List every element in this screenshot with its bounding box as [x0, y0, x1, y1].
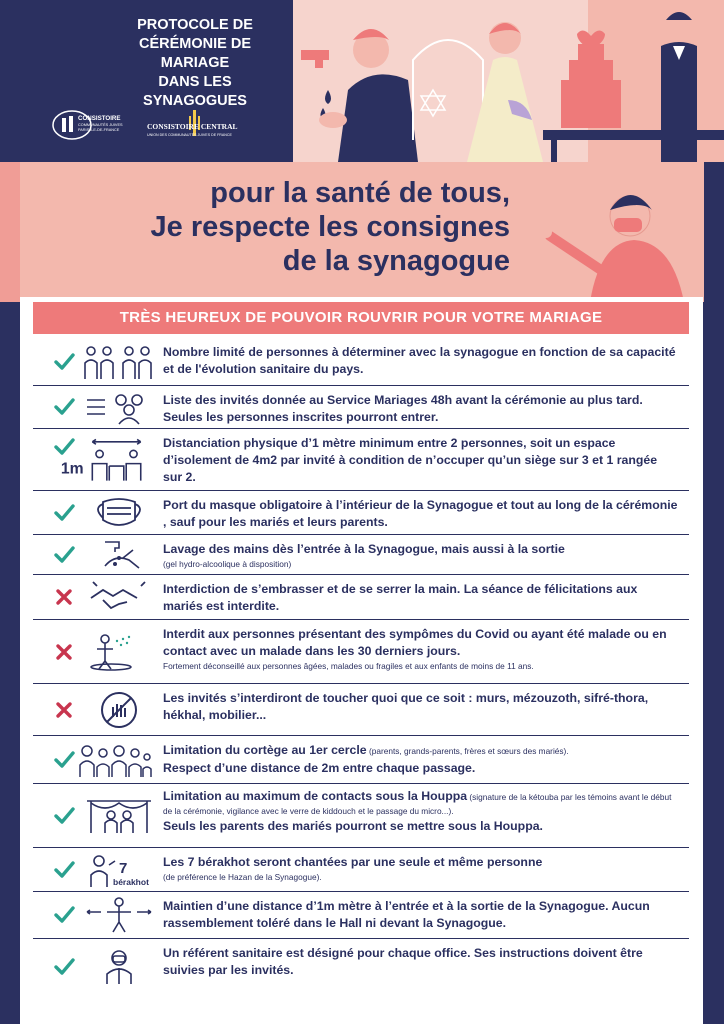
rules-banner: TRÈS HEUREUX DE POUVOIR ROUVRIR POUR VOTRE MARIAGE	[33, 302, 689, 334]
rule-text: Maintien d’une distance d’1m mètre à l’entrée et à la sortie de la Synagogue. Aucun rassemblement toléré dans le Hall ni devant la Synagogue.	[163, 899, 650, 930]
rule-text: Les invités s’interdiront de toucher quoi que ce soit : murs, mézouzoth, sifré-thora, hékhal, mobilier...	[163, 691, 649, 722]
check-icon	[53, 351, 75, 373]
rule-row	[33, 338, 689, 386]
rule-main-text: Les 7 bérakhot seront chantées par une seule et même personne	[163, 855, 543, 869]
title-line-1: PROTOCOLE DE	[137, 17, 253, 33]
rule-note: (signature de la kétouba par les témoins avant le début de la cérémonie, vigilance avec le verre de kiddouch et le passage du micro...).	[163, 792, 672, 816]
rule-row	[33, 575, 689, 620]
rule-note: (parents, grands-parents, frères et sœurs des mariés).	[366, 746, 569, 756]
rules-list	[33, 338, 689, 995]
handshake-icon	[83, 578, 155, 616]
rule-text	[163, 854, 679, 883]
rule-row	[33, 784, 689, 848]
rule-row	[33, 848, 689, 892]
rule-note: (de préférence le Hazan de la Synagogue).	[163, 872, 322, 882]
right-border	[704, 162, 724, 1024]
family-icon	[73, 741, 157, 779]
rule-row	[33, 684, 689, 736]
singer-icon	[83, 851, 155, 889]
cross-icon	[53, 586, 75, 608]
berakhot-label: bérakhot	[113, 876, 149, 887]
rule-text	[163, 626, 679, 672]
face-mask-icon	[83, 494, 155, 532]
cross-icon	[53, 641, 75, 663]
rule-text: Un référent sanitaire est désigné pour chaque office. Ses instructions doivent être suivies par les invités.	[163, 946, 643, 977]
header-block	[0, 0, 293, 162]
rule-row	[33, 892, 689, 939]
rule-text: Liste des invités donnée au Service Mariages 48h avant la cérémonie au plus tard. Seules les personnes inscrites pourront entrer.	[163, 393, 643, 424]
rule-row	[33, 491, 689, 535]
poster-title	[105, 16, 285, 111]
rule-row	[33, 939, 689, 995]
logo2-sub: UNION DES COMMUNAUTÉS JUIVES DE FRANCE	[147, 133, 232, 137]
distance-1m-icon	[49, 437, 155, 483]
group-of-people-icon	[83, 343, 155, 381]
check-icon	[53, 749, 75, 771]
rule-text: Distanciation physique d’1 mètre minimum entre 2 personnes, soit un espace d’isolement de 4m2 par invité à condition de n’occuper qu’un siège sur 3 et 1 rangée sur 2.	[163, 436, 658, 484]
title-line-3: DANS LES SYNAGOGUES	[143, 74, 247, 109]
logo2-name: CONSISTOIRE CENTRAL	[147, 122, 238, 131]
rule-text: Interdiction de s’embrasser et de se serrer la main. La séance de félicitations aux mariés est interdite.	[163, 582, 638, 613]
slogan-line-1: pour la santé de tous,	[210, 177, 510, 209]
check-icon	[53, 904, 75, 926]
health-referent-icon	[83, 948, 155, 986]
no-touch-icon	[83, 691, 155, 729]
band-left-strip	[0, 162, 20, 302]
cross-icon	[53, 699, 75, 721]
entrance-distance-icon	[83, 896, 155, 934]
check-icon	[53, 502, 75, 524]
logo1-region: PARIS ILE-DE-FRANCE	[78, 128, 120, 132]
rule-main-text: Limitation du cortège au 1er cercle	[163, 743, 367, 757]
logo1-sub: COMMUNAUTÉS JUIVES	[78, 123, 123, 127]
rule-main-text: Interdit aux personnes présentant des sympômes du Covid ou ayant été malade ou en contact avec un malade dans les 30 derniers jours.	[163, 627, 667, 658]
rule-main-text-2: Seuls les parents des mariés pourront se mettre sous la Houppa.	[163, 819, 543, 833]
consistoire-paris-logo	[52, 108, 138, 142]
woman-masked-illustration	[530, 176, 704, 302]
distance-label: 1m	[60, 459, 84, 477]
hand-wash-icon	[83, 536, 155, 574]
rule-text: Nombre limité de personnes à déterminer avec la synagogue en fonction de sa capacité et de l'évolution sanitaire du pays.	[163, 345, 676, 376]
rule-row	[33, 736, 689, 784]
slogan-line-2: Je respecte les consignes	[150, 211, 510, 243]
title-line-2: CÉRÉMONIE DE MARIAGE	[139, 36, 251, 71]
rule-main-text: Lavage des mains dès l’entrée à la Synagogue, mais aussi à la sortie	[163, 542, 565, 556]
rule-text	[163, 541, 679, 570]
rule-note: Fortement déconseillé aux personnes âgées, malades ou fragiles et aux enfants de moins de 11 ans.	[163, 661, 534, 671]
rule-text: Port du masque obligatoire à l’intérieur de la Synagogue et tout au long de la cérémonie , sauf pour les mariés et leurs parents.	[163, 498, 678, 529]
consistoire-central-logo	[145, 108, 255, 142]
rule-main-text-2: Respect d’une distance de 2m entre chaque passage.	[163, 761, 476, 775]
rule-row	[33, 386, 689, 429]
berakhot-number: 7	[119, 859, 128, 877]
guest-list-icon	[83, 388, 155, 426]
rule-row	[33, 620, 689, 684]
check-icon	[53, 544, 75, 566]
rule-row	[33, 429, 689, 491]
houppa-icon	[83, 797, 155, 835]
check-icon	[53, 859, 75, 881]
logo1-name: CONSISTOIRE	[78, 115, 121, 122]
sneeze-icon	[83, 633, 155, 671]
rule-main-text: Limitation au maximum de contacts sous la Houppa	[163, 789, 468, 803]
check-icon	[53, 956, 75, 978]
check-icon	[53, 396, 75, 418]
rule-text	[163, 790, 679, 835]
illustration-svg	[293, 0, 724, 162]
rule-row	[33, 535, 689, 575]
wedding-illustration	[293, 0, 724, 162]
rule-note: (gel hydro-alcoolique à disposition)	[163, 559, 292, 569]
rule-text	[163, 742, 679, 777]
check-icon	[53, 805, 75, 827]
slogan	[130, 176, 510, 278]
slogan-line-3: de la synagogue	[282, 245, 510, 277]
